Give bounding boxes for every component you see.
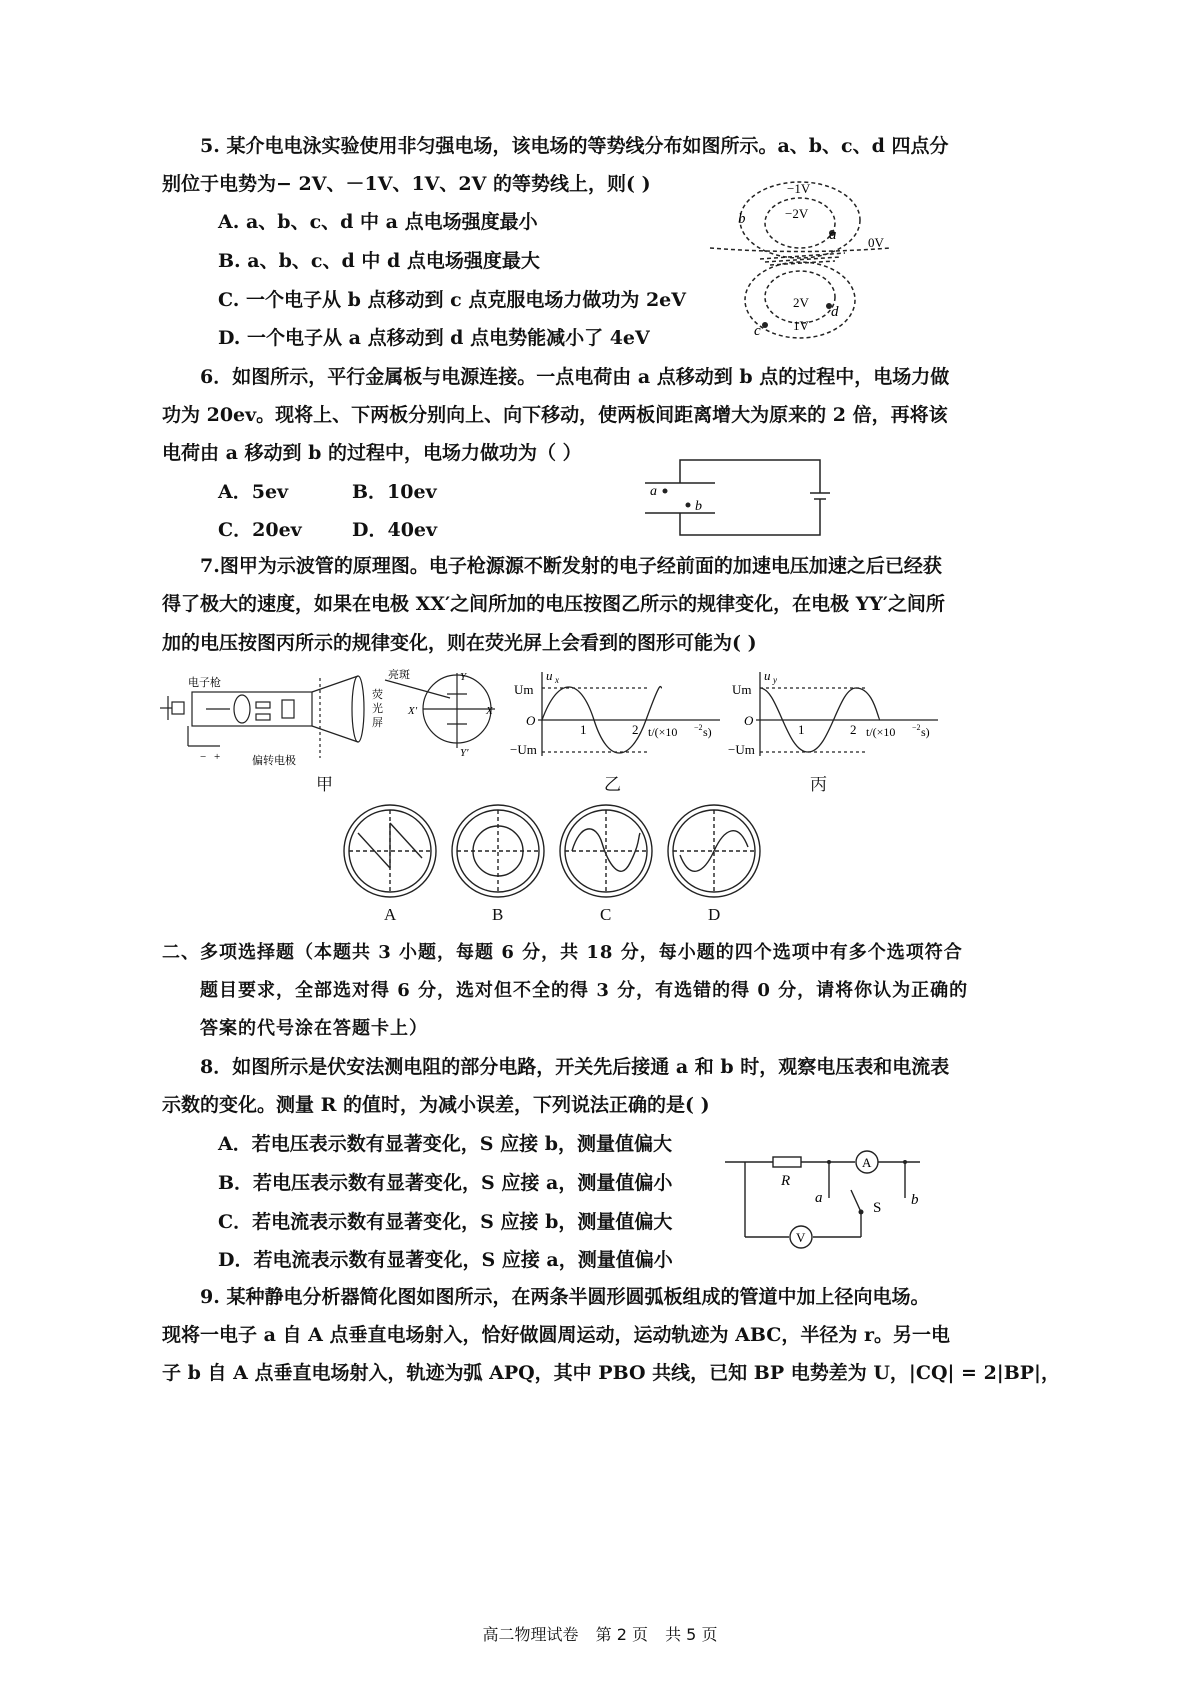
label-u: u (764, 668, 771, 683)
label-switch-s: S (873, 1200, 882, 1216)
label-2v: 2V (793, 295, 809, 310)
choice-label-d: D (708, 905, 721, 924)
circuit-figure (725, 1140, 935, 1255)
footer-subject: 高二物理试卷 (482, 1625, 579, 1644)
choice-label-c: C (600, 905, 612, 924)
q9-line-3: 子 b 自 A 点垂直电场射入，轨迹为弧 APQ，其中 PBO 共线，已知 BP 电势差为 U，|CQ| = 2|BP|， (162, 1362, 1060, 1384)
q8-option-c: C．若电流表示数有显著变化，S 应接 b，测量值偏大 (218, 1211, 673, 1233)
label-b: b (738, 211, 746, 227)
label-a: a (650, 484, 657, 499)
q8-option-a: A．若电压表示数有显著变化，S 应接 b，测量值偏大 (218, 1133, 672, 1155)
q5-line-1: 5. 某介电电泳实验使用非匀强电场，该电场的等势线分布如图所示。a、b、c、d 四点分 (200, 135, 949, 157)
q5-option-b: B. a、b、c、d 中 d 点电场强度最大 (218, 250, 540, 272)
q6-line-2: 功为 20ev。现将上、下两板分别向上、向下移动，使两板间距离增大为原来的 2 倍，再将该 (162, 404, 948, 426)
section-2-heading-line-2: 题目要求，全部选对得 6 分，选对但不全的得 3 分，有选错的得 0 分，请将你认为正确的 (200, 980, 969, 1001)
label-neg-um: −Um (728, 742, 755, 757)
label-um: Um (732, 682, 752, 697)
graph-bing (728, 668, 943, 768)
label-a: a (829, 227, 837, 243)
section-2-heading-line-3: 答案的代号涂在答题卡上） (200, 1018, 428, 1039)
label-t-exp: −2 (694, 723, 703, 732)
answer-screens (340, 803, 780, 903)
label-guang: 光 (372, 703, 383, 715)
label-y: Y (460, 671, 467, 683)
label-b: b (911, 1192, 919, 1208)
caption-jia: 甲 (316, 775, 333, 794)
page-footer (0, 1622, 1200, 1645)
label-deflection-plates: 偏转电极 (252, 755, 296, 767)
label-electron-gun: 电子枪 (188, 677, 221, 689)
label-x-prime: X′ (408, 705, 418, 717)
q5-line-2: 别位于电势为− 2V、－1V、1V、2V 的等势线上，则( ) (162, 173, 651, 195)
q8-option-b: B．若电压表示数有显著变化，S 应接 a，测量值偏小 (218, 1172, 673, 1194)
q6-line-3: 电荷由 a 移动到 b 的过程中，电场力做功为（ ） (162, 442, 582, 464)
tick-2: 2 (632, 722, 639, 737)
q6-option-a: A．5ev (218, 481, 289, 503)
label-t-axis: t/(×10 (866, 725, 896, 739)
label-sub-y: y (773, 675, 777, 685)
label-d: d (831, 304, 839, 320)
q8-line-1: 8．如图所示是伏安法测电阻的部分电路，开关先后接通 a 和 b 时，观察电压表和电流表 (200, 1056, 950, 1078)
tick-1: 1 (580, 722, 587, 737)
label-1v: 1V (793, 318, 809, 333)
caption-yi: 乙 (604, 775, 621, 794)
graph-yi (510, 668, 725, 768)
q7-line-1: 7.图甲为示波管的原理图。电子枪源源不断发射的电子经前面的加速电压加速之后已经获 (200, 555, 942, 577)
q8-line-2: 示数的变化。测量 R 的值时，为减小误差，下列说法正确的是( ) (162, 1094, 710, 1116)
label-y-prime: Y′ (460, 747, 469, 759)
label-origin: O (744, 713, 754, 728)
ammeter-symbol: A (862, 1155, 872, 1170)
label-ping: 屏 (372, 717, 383, 729)
q6-option-b: B．10ev (352, 481, 437, 503)
caption-bing: 丙 (810, 775, 827, 794)
choice-label-a: A (384, 905, 397, 924)
q6-option-d: D．40ev (352, 519, 438, 541)
q9-line-2: 现将一电子 a 自 A 点垂直电场射入，恰好做圆周运动，运动轨迹为 ABC，半径为 r。另一电 (162, 1324, 951, 1346)
label-t-unit: s) (703, 725, 712, 739)
label-c: c (754, 323, 761, 339)
label-b: b (695, 499, 702, 514)
q5-option-a: A. a、b、c、d 中 a 点电场强度最小 (218, 211, 538, 233)
footer-total-pages: 共 5 页 (665, 1625, 718, 1644)
q8-option-d: D．若电流表示数有显著变化，S 应接 a，测量值偏小 (218, 1249, 673, 1271)
label-u: u (546, 668, 553, 683)
label-minus-1v: −1V (787, 181, 811, 196)
label-plus: + (214, 751, 221, 763)
label-t-exp: −2 (912, 723, 921, 732)
section-2-heading-line-1: 二、多项选择题（本题共 3 小题，每题 6 分，共 18 分，每小题的四个选项中有多个选项符合 (162, 942, 963, 963)
choice-label-b: B (492, 905, 504, 924)
tick-1: 1 (798, 722, 805, 737)
label-t-axis: t/(×10 (648, 725, 678, 739)
q7-line-3: 加的电压按图丙所示的规律变化，则在荧光屏上会看到的图形可能为( ) (162, 632, 757, 654)
equipotential-figure (705, 175, 905, 345)
parallel-plates-figure (640, 455, 830, 545)
voltmeter-symbol: V (796, 1230, 806, 1245)
label-a: a (815, 1190, 823, 1206)
label-minus: − (200, 751, 207, 763)
label-ying: 荧 (372, 689, 383, 701)
label-um: Um (514, 682, 534, 697)
footer-page-number: 第 2 页 (595, 1625, 648, 1644)
tick-2: 2 (850, 722, 857, 737)
q9-line-1: 9. 某种静电分析器简化图如图所示，在两条半圆形圆弧板组成的管道中加上径向电场。 (200, 1286, 930, 1308)
label-sub-x: x (555, 675, 559, 685)
q7-line-2: 得了极大的速度，如果在电极 XX′之间所加的电压按图乙所示的规律变化，在电极 YY′之间所 (162, 593, 945, 615)
label-r: R (781, 1173, 791, 1189)
label-origin: O (526, 713, 536, 728)
q6-line-1: 6．如图所示，平行金属板与电源连接。一点电荷由 a 点移动到 b 点的过程中，电场力做 (200, 366, 950, 388)
label-minus-2v: −2V (785, 206, 809, 221)
q6-option-c: C．20ev (218, 519, 302, 541)
label-x: X (486, 705, 493, 717)
label-bright-spot: 亮斑 (388, 669, 410, 681)
label-neg-um: −Um (510, 742, 537, 757)
label-t-unit: s) (921, 725, 930, 739)
q5-option-d: D. 一个电子从 a 点移动到 d 点电势能减小了 4eV (218, 327, 650, 349)
q5-option-c: C. 一个电子从 b 点移动到 c 点克服电场力做功为 2eV (218, 289, 686, 311)
label-0v: 0V (868, 235, 884, 250)
